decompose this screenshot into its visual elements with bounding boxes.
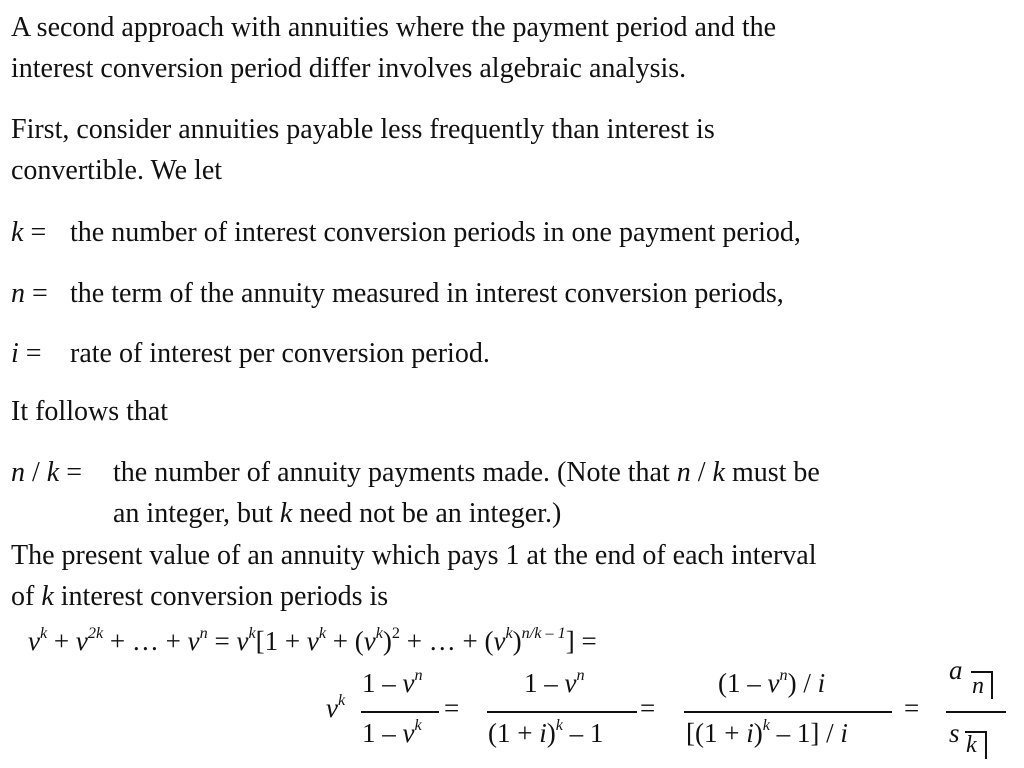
fraction-2-numerator: $1 - v^n$ bbox=[524, 665, 585, 698]
present-value-line-2 bbox=[11, 576, 388, 617]
fraction-3-denominator: $[(1 + i)^k - 1] / i$ bbox=[686, 715, 848, 748]
fraction-1-denominator: $1 - v^k$ bbox=[362, 715, 422, 748]
paragraph-2-line-2: convertible. We let bbox=[11, 155, 223, 186]
accumulation-symbol-s: s bbox=[949, 718, 960, 748]
definition-k-symbol bbox=[11, 212, 46, 253]
paragraph-1-line-2: interest conversion period differ involves algebraic analysis. bbox=[11, 53, 687, 84]
symbol-k: k bbox=[712, 457, 725, 488]
follows-text: It follows that bbox=[11, 396, 169, 427]
definition-k-text: the number of interest conversion periods in one payment period, bbox=[70, 217, 801, 248]
definition-nk-text-a: the number of annuity payments made. (Note that bbox=[113, 457, 677, 488]
symbol-n: n bbox=[676, 457, 691, 488]
annuity-symbol-a: a bbox=[949, 655, 963, 685]
paragraph-1-line-1: A second approach with annuities where the payment period and the bbox=[11, 12, 777, 43]
symbol-k: k bbox=[11, 217, 24, 248]
paragraph-2-line-1: First, consider annuities payable less frequently than interest is bbox=[11, 114, 715, 145]
slash: / bbox=[25, 457, 47, 488]
fraction-2-bar bbox=[487, 711, 637, 713]
definition-nk-text-c: an integer, but bbox=[113, 498, 280, 529]
accumulation-subscript-k: k bbox=[966, 732, 977, 758]
equals-sign-3: = bbox=[904, 693, 920, 723]
pv-text-rest: interest conversion periods is bbox=[53, 581, 389, 612]
angle-top-bar-n bbox=[971, 671, 991, 673]
angle-top-bar-k bbox=[965, 731, 985, 733]
angle-side-bar-n bbox=[991, 671, 993, 699]
angle-side-bar-k bbox=[985, 731, 987, 759]
present-value-line-1: The present value of an annuity which pays 1 at the end of each interval bbox=[11, 540, 817, 571]
annuity-subscript-n: n bbox=[972, 673, 984, 699]
slash: / bbox=[690, 457, 713, 488]
definition-i-text: rate of interest per conversion period. bbox=[70, 338, 490, 369]
fraction-2-denominator: $(1 + i)^k - 1$ bbox=[488, 715, 604, 748]
fraction-4-bar bbox=[946, 711, 1006, 713]
fraction-1-numerator: $1 - v^n$ bbox=[362, 665, 423, 698]
fraction-3-bar bbox=[684, 711, 892, 713]
symbol-i: i bbox=[11, 338, 19, 369]
definition-i-symbol bbox=[11, 333, 42, 374]
symbol-k: k bbox=[46, 457, 60, 488]
equals-sign: = bbox=[18, 338, 42, 369]
definition-n-text: the term of the annuity measured in interest conversion periods, bbox=[70, 278, 784, 309]
symbol-k: k bbox=[279, 498, 293, 529]
pv-text-of: of bbox=[11, 581, 42, 612]
definition-nk-symbol bbox=[11, 452, 82, 493]
definition-n-symbol bbox=[11, 273, 48, 314]
equals-sign: = bbox=[59, 457, 83, 488]
symbol-n: n bbox=[11, 278, 25, 309]
fraction-1-prefix: $v^k$ bbox=[326, 690, 346, 723]
equals-sign: = bbox=[25, 278, 48, 309]
definition-nk-text-b: must be bbox=[724, 457, 820, 488]
formula-line-1: $v^k + v^{2k}$ + … + $v^n = v^k[1 + v^k + (v^k)^2$ + … + $(v^k)^{n/k - 1}$] = bbox=[28, 623, 597, 656]
symbol-k: k bbox=[41, 581, 54, 612]
definition-nk-line-2 bbox=[113, 493, 561, 534]
fraction-1-bar bbox=[361, 711, 439, 713]
definition-nk-line-1 bbox=[113, 452, 820, 493]
equals-sign-2: = bbox=[640, 693, 656, 723]
fraction-3-numerator: $(1 - v^n)$ / i bbox=[718, 665, 826, 698]
definition-nk-text-d: need not be an integer.) bbox=[292, 498, 562, 529]
equals-sign-1: = bbox=[444, 693, 460, 723]
equals-sign: = bbox=[23, 217, 47, 248]
symbol-n: n bbox=[11, 457, 25, 488]
